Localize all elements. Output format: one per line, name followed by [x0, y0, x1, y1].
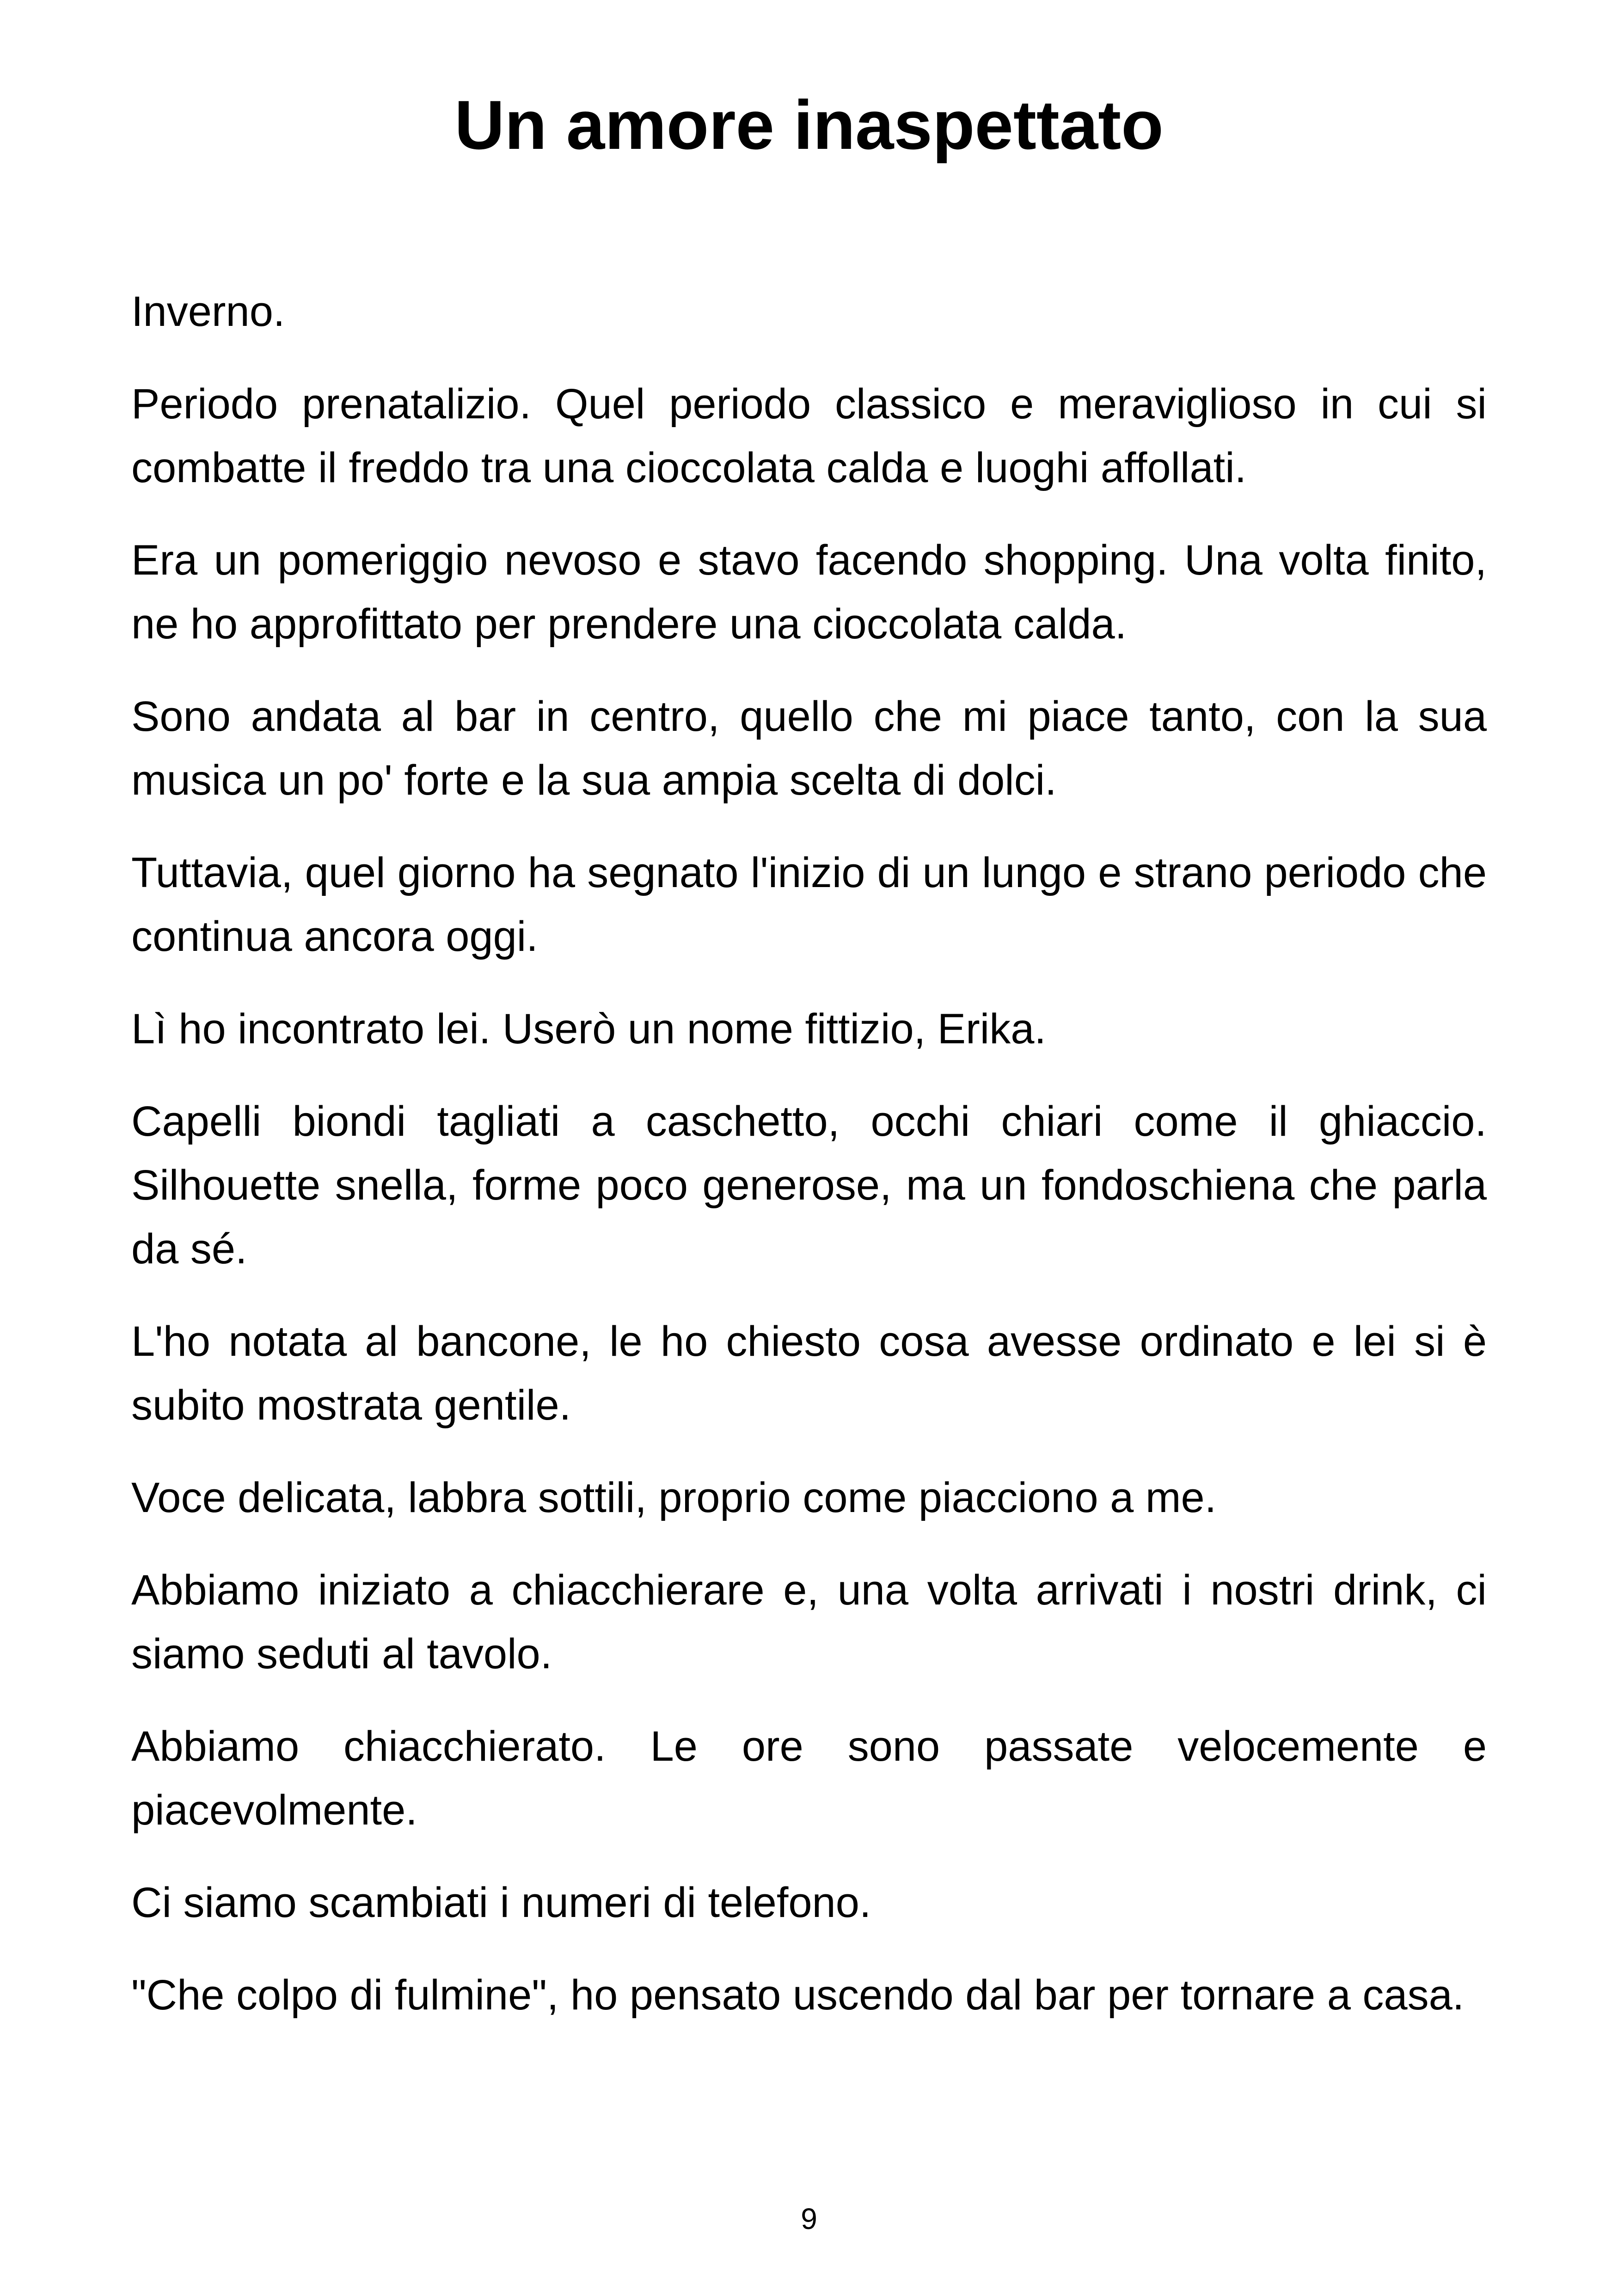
- body-text: [131, 280, 1487, 2056]
- paragraph: Ci siamo scambiati i numeri di telefono.: [131, 1879, 871, 1926]
- page-title: Un amore inaspettato: [454, 86, 1164, 164]
- paragraph: Capelli biondi tagliati a caschetto, occhi chiari come il ghiaccio. Silhouette snella, forme poco generose, ma un fondoschiena che parla da sé.: [131, 1098, 1487, 1273]
- paragraph: Abbiamo iniziato a chiacchierare e, una volta arrivati i nostri drink, ci siamo seduti al tavolo.: [131, 1567, 1487, 1678]
- paragraph: Sono andata al bar in centro, quello che mi piace tanto, con la sua musica un po' forte e la sua ampia scelta di dolci.: [131, 693, 1487, 804]
- paragraph: Era un pomeriggio nevoso e stavo facendo shopping. Una volta finito, ne ho approfittato per prendere una cioccolata calda.: [131, 537, 1487, 648]
- page-number: 9: [801, 2202, 817, 2235]
- paragraph: Inverno.: [131, 288, 285, 335]
- paragraph: Lì ho incontrato lei. Userò un nome fittizio, Erika.: [131, 1005, 1046, 1053]
- paragraph: Tuttavia, quel giorno ha segnato l'inizio di un lungo e strano periodo che continua ancora oggi.: [131, 849, 1487, 960]
- paragraph: "Che colpo di fulmine", ho pensato uscendo dal bar per tornare a casa.: [131, 1971, 1465, 2019]
- paragraph: Periodo prenatalizio. Quel periodo classico e meraviglioso in cui si combatte il freddo tra una cioccolata calda e luoghi affollati.: [131, 380, 1487, 491]
- paragraph: L'ho notata al bancone, le ho chiesto cosa avesse ordinato e lei si è subito mostrata gentile.: [131, 1318, 1487, 1429]
- paragraph: Voce delicata, labbra sottili, proprio come piacciono a me.: [131, 1474, 1217, 1521]
- paragraph: Abbiamo chiacchierato. Le ore sono passate velocemente e piacevolmente.: [131, 1723, 1487, 1834]
